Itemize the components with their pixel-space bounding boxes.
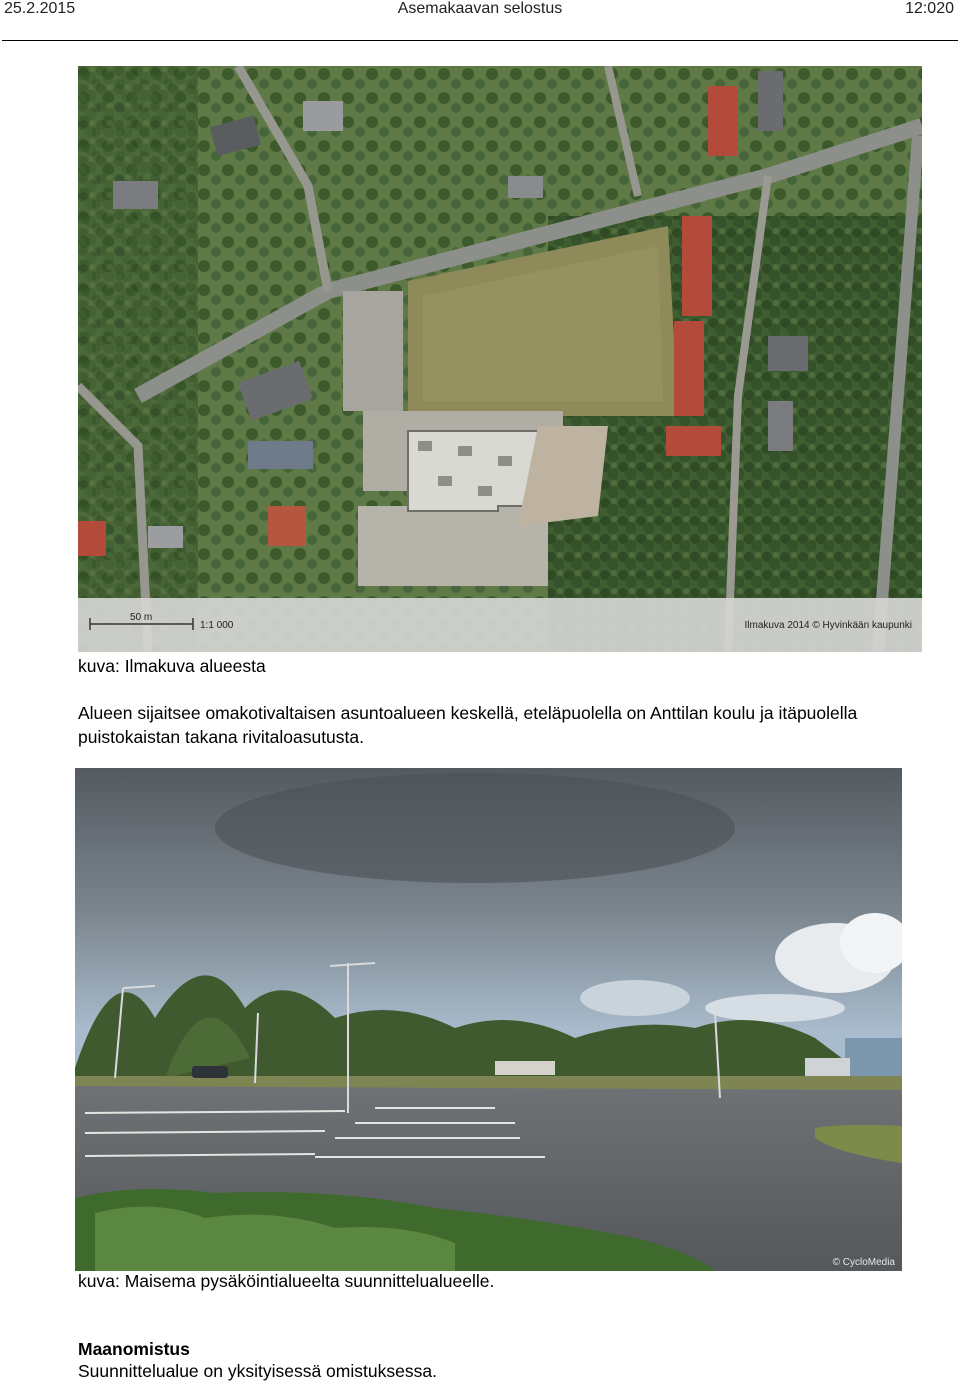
header-title: Asemakaavan selostus — [397, 0, 563, 17]
aerial-credit: Ilmakuva 2014 © Hyvinkään kaupunki — [744, 620, 912, 631]
scale-label: 1:1 000 — [200, 620, 234, 631]
header-page-number: 12:020 — [905, 0, 954, 17]
aerial-photo — [78, 66, 922, 652]
scale-bar-label: 50 m — [130, 612, 153, 623]
aerial-caption: kuva: Ilmakuva alueesta — [78, 656, 266, 676]
section-heading: Maanomistus — [78, 1339, 190, 1359]
header-date: 25.2.2015 — [4, 0, 76, 17]
body-paragraph: Alueen sijaitsee omakotivaltaisen asuntoalueen keskellä, eteläpuolella on Anttilan koulu ja itäpuolella puistokaistan takana rivitaloasutusta. — [78, 703, 858, 747]
photo-credit: © CycloMedia — [832, 1257, 895, 1268]
landscape-photo — [75, 768, 902, 1271]
header-rule — [2, 40, 958, 41]
section-text: Suunnittelualue on yksityisessä omistuksessa. — [78, 1361, 437, 1381]
photo-caption: kuva: Maisema pysäköintialueelta suunnittelualueelle. — [78, 1271, 495, 1291]
